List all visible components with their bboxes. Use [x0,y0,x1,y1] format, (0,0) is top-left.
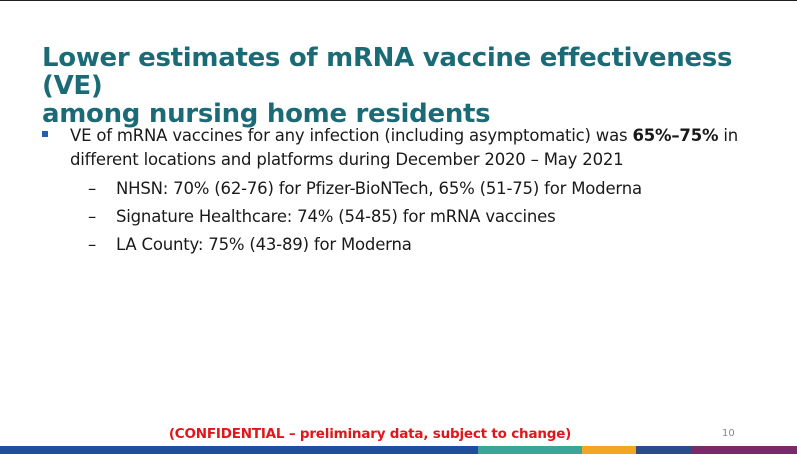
sub-bullet-nhsn [88,178,768,200]
title-line-1: Lower estimates of mRNA vaccine effectiveness (VE) [42,43,733,101]
footer-bar-segment [636,446,691,454]
main-bullet-text [70,124,770,172]
confidential-note: (CONFIDENTIAL – preliminary data, subject to change) [168,426,572,442]
title-line-2: among nursing home residents [42,99,491,129]
bullet-text-before: VE of mRNA vaccines for any infection (including asymptomatic) was [70,126,633,145]
footer-bar-segment [582,446,636,454]
square-bullet-icon [42,131,48,137]
page-number: 10 [722,428,735,439]
dash-icon: – [88,207,97,226]
sub-bullet-text: LA County: 75% (43-89) for Moderna [116,235,412,254]
bullet-text-after: in different locations and platforms during December 2020 – May 2021 [70,126,738,169]
dash-icon: – [88,235,97,254]
dash-icon: – [88,179,97,198]
sub-bullet-la-county [88,234,768,256]
sub-bullet-signature [88,206,768,228]
footer-color-bar [0,446,797,454]
top-rule [0,0,797,1]
sub-bullet-text: Signature Healthcare: 74% (54-85) for mRNA vaccines [116,207,556,226]
bullet-text-bold: 65%–75% [632,126,719,145]
footer-bar-segment [0,446,478,454]
footer-bar-segment [691,446,797,454]
footer-bar-segment [478,446,582,454]
sub-bullet-text: NHSN: 70% (62-76) for Pfizer-BioNTech, 65% (51-75) for Moderna [116,179,642,198]
slide-title [42,44,782,128]
